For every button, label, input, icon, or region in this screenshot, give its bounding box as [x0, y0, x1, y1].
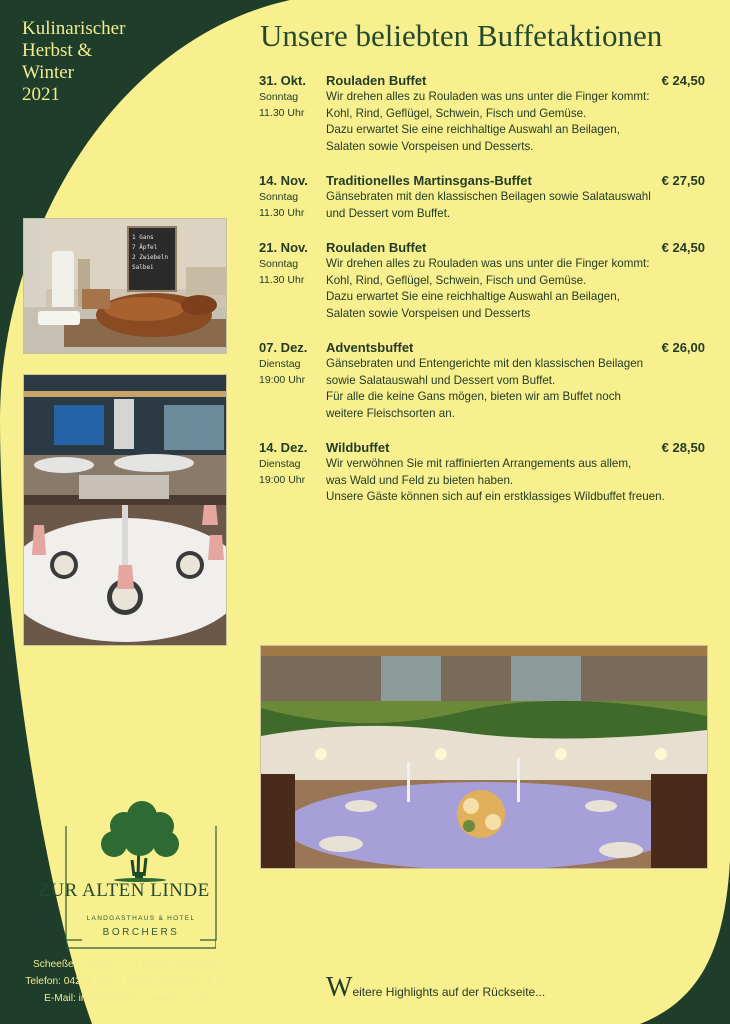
event-weekday: Dienstag	[259, 458, 301, 470]
footer-initial: W	[326, 972, 353, 1003]
dining-hall-photo	[23, 374, 227, 646]
event-date-block	[259, 439, 325, 488]
roast-goose-photo	[23, 218, 227, 354]
event-title: Rouladen Buffet	[326, 73, 427, 88]
event-body	[326, 339, 709, 422]
event-description	[326, 89, 709, 155]
event-date: 21. Nov.	[259, 240, 308, 255]
description-line: Wir drehen alles zu Rouladen was uns unter die Finger kommt:	[326, 257, 650, 270]
description-line: Für alle die keine Gans mögen, bieten wir am Buffet noch	[326, 390, 621, 403]
description-line: sowie Salatauswahl und Dessert vom Buffet.	[326, 373, 556, 387]
event-weekday: Sonntag	[259, 191, 299, 203]
event-item	[259, 72, 709, 155]
contact-address: Scheeßeler Straße 10 | 27419 Hamersen	[32, 959, 220, 970]
footer-note	[326, 972, 545, 1004]
event-body	[326, 439, 709, 506]
contact-email: E-Mail: info@borchers-hamersen.de	[44, 993, 208, 1004]
event-body	[326, 239, 709, 322]
description-line: Gänsebraten und Entengerichte mit den klassischen Beilagen	[326, 357, 644, 370]
event-weekday: Dienstag	[259, 358, 301, 370]
chalkboard-line: 7 Äpfel	[132, 244, 158, 251]
event-item	[259, 439, 709, 506]
description-line: was Wald und Feld zu bieten haben.	[326, 473, 514, 487]
brand-family: BORCHERS	[102, 927, 180, 938]
description-line: Wir verwöhnen Sie mit raffinierten Arrangements aus allem,	[326, 457, 632, 470]
event-list	[259, 72, 709, 523]
event-body	[326, 172, 709, 222]
event-price: € 26,00	[661, 340, 705, 355]
event-date-block	[259, 339, 325, 388]
event-date-block	[259, 172, 325, 221]
description-line: Gänsebraten mit den klassischen Beilagen sowie Salatauswahl	[326, 190, 651, 203]
brand-frame-bottom	[66, 940, 216, 950]
event-date-block	[259, 239, 325, 288]
description-line: Dazu erwartet Sie eine reichhaltige Auswahl an Beilagen,	[326, 290, 620, 303]
description-line: Salaten sowie Vorspeisen und Desserts	[326, 306, 531, 320]
event-description	[326, 356, 709, 422]
event-weekday: Sonntag	[259, 258, 299, 270]
season-title	[22, 18, 125, 106]
event-date: 07. Dez.	[259, 340, 308, 355]
event-price: € 24,50	[661, 73, 705, 88]
event-price: € 28,50	[661, 440, 705, 455]
page-headline: Unsere beliebten Buffetaktionen	[260, 18, 663, 53]
event-date: 14. Dez.	[259, 440, 308, 455]
footer-text: eitere Highlights auf der Rückseite...	[352, 985, 546, 999]
event-item	[259, 339, 709, 422]
event-time: 11.30 Uhr	[259, 274, 305, 286]
description-line: Kohl, Rind, Geflügel, Schwein, Fisch und Gemüse.	[326, 106, 587, 120]
event-item	[259, 172, 709, 222]
description-line: Kohl, Rind, Geflügel, Schwein, Fisch und Gemüse.	[326, 273, 587, 287]
chalkboard-line: 2 Zwiebeln	[132, 254, 169, 261]
event-date-block	[259, 72, 325, 121]
season-line: Winter	[22, 62, 74, 83]
contact-phone: Telefon: 04282.1641 | Mobil: 0170.516 75 15	[25, 976, 227, 987]
event-time: 11.30 Uhr	[259, 207, 305, 219]
brand-name: ZUR ALTEN LINDE	[38, 880, 210, 901]
description-line: weitere Fleischsorten an.	[326, 406, 455, 420]
event-title: Traditionelles Martinsgans-Buffet	[326, 173, 532, 188]
description-line: Wir drehen alles zu Rouladen was uns unter die Finger kommt:	[326, 90, 650, 103]
brand-subtitle: LANDGASTHAUS & HOTEL	[86, 915, 196, 922]
contact-block	[14, 956, 238, 1007]
chalkboard-line: 1 Gans	[132, 234, 154, 241]
event-description	[326, 256, 709, 322]
season-line: Kulinarischer	[22, 18, 126, 39]
buffet-banquet-photo	[260, 645, 708, 869]
event-description	[326, 456, 709, 506]
event-price: € 24,50	[661, 240, 705, 255]
event-time: 19:00 Uhr	[259, 474, 306, 486]
event-title: Wildbuffet	[326, 440, 390, 455]
season-year: 2021	[22, 84, 60, 105]
event-item	[259, 239, 709, 322]
event-body	[326, 72, 709, 155]
description-line: Dazu erwartet Sie eine reichhaltige Auswahl an Beilagen,	[326, 123, 620, 136]
chalkboard-line: Salbei	[132, 264, 154, 271]
event-description	[326, 189, 709, 222]
event-date: 14. Nov.	[259, 173, 308, 188]
description-line: Salaten sowie Vorspeisen und Desserts.	[326, 139, 534, 153]
event-price: € 27,50	[661, 173, 705, 188]
event-time: 19:00 Uhr	[259, 374, 306, 386]
event-title: Adventsbuffet	[326, 340, 414, 355]
description-line: und Dessert vom Buffet.	[326, 206, 451, 220]
event-date: 31. Okt.	[259, 73, 306, 88]
event-time: 11.30 Uhr	[259, 107, 305, 119]
description-line: Unsere Gäste können sich auf ein erstklassiges Wildbuffet freuen.	[326, 490, 665, 503]
season-line: Herbst &	[22, 40, 93, 61]
event-title: Rouladen Buffet	[326, 240, 427, 255]
event-weekday: Sonntag	[259, 91, 299, 103]
